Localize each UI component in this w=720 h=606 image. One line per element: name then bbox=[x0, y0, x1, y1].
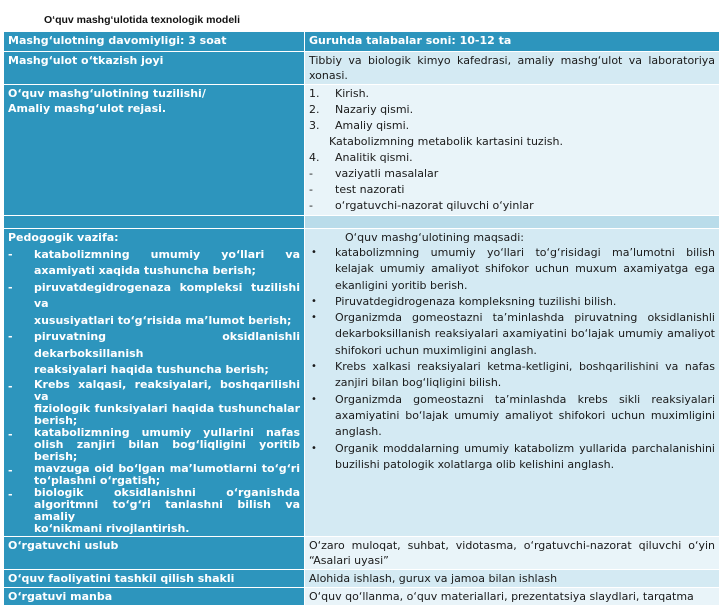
plan-item-marker: 2. bbox=[309, 103, 320, 116]
task-text bbox=[34, 487, 300, 535]
task-item bbox=[8, 427, 300, 463]
task-item bbox=[8, 463, 300, 487]
plan-item-text: vaziyatli masalalar bbox=[335, 167, 439, 180]
goal-text: Krebs xalkasi reaksiyalari ketma-ketligini, boshqarilishini va nafas zanjiri bilan bog‘liqligini bilish. bbox=[335, 360, 715, 390]
plan-item-marker: - bbox=[309, 183, 313, 196]
task-text bbox=[34, 247, 300, 280]
task-marker: - bbox=[8, 427, 13, 441]
goal-text: Organizmda gomeostazni ta’minlashda krebs sikli reaksiyalari axamiyatini bo‘lajak umumiy amaliyot shifokori uchun muximligini anglash. bbox=[335, 392, 715, 439]
tasks-heading: Pedogogik vazifa: bbox=[8, 231, 119, 244]
document-title: O‘quv mashg‘ulotida texnologik modeli bbox=[44, 14, 241, 26]
tools-row bbox=[4, 587, 720, 605]
plan-item-marker: - bbox=[309, 167, 313, 180]
plan-item-text: test nazorati bbox=[335, 183, 405, 196]
task-marker: - bbox=[8, 330, 13, 343]
task-line: algoritmni to‘g‘ri tanlashni bilish va amaliy bbox=[34, 497, 300, 523]
structure-label bbox=[4, 85, 305, 216]
plan-item-marker: 4. bbox=[309, 151, 320, 164]
task-marker: - bbox=[8, 487, 13, 501]
bullet-icon: • bbox=[311, 393, 317, 405]
form-label: O‘quv faoliyatini tashkil qilish shakli bbox=[4, 569, 305, 587]
method-label: O‘rgatuvchi uslub bbox=[4, 536, 305, 569]
goals-heading: O‘quv mashg‘ulotining maqsadi: bbox=[345, 231, 525, 244]
task-line: ko‘nikmani rivojlantirish. bbox=[34, 521, 190, 535]
task-item bbox=[8, 247, 300, 280]
separator-right bbox=[305, 216, 720, 229]
duration-cell: Mashg‘ulotning davomiyligi: 3 soat bbox=[4, 32, 305, 52]
task-line: axamiyati xaqida tushuncha berish; bbox=[34, 264, 256, 277]
venue-label: Mashg‘ulot o‘tkazish joyi bbox=[4, 52, 305, 85]
group-size-cell: Guruhda talabalar soni: 10-12 ta bbox=[305, 32, 720, 52]
goal-item bbox=[309, 294, 715, 310]
task-line: katabolizmning umumiy yullarini nafas bbox=[34, 425, 300, 439]
task-text bbox=[34, 427, 300, 463]
tools-label: O‘rgatuvi manba bbox=[4, 587, 305, 605]
header-row bbox=[4, 32, 720, 52]
method-value: O‘zaro muloqat, suhbat, vidotasma, o‘rgatuvchi-nazorat qiluvchi o‘yin “Asalari uyasi” bbox=[305, 536, 720, 569]
separator-left bbox=[4, 216, 305, 229]
goal-item bbox=[309, 359, 715, 392]
plan-item bbox=[309, 150, 715, 166]
form-value: Alohida ishlash, gurux va jamoa bilan ishlash bbox=[305, 569, 720, 587]
task-line: piruvatning oksidlanishli dekarboksillanish bbox=[34, 330, 300, 360]
plan-item bbox=[309, 118, 715, 134]
bullet-icon: • bbox=[311, 295, 317, 307]
goal-item bbox=[309, 441, 715, 474]
goal-item bbox=[309, 392, 715, 441]
plan-item-text: Analitik qismi. bbox=[335, 151, 413, 164]
task-line: biologik oksidlanishni o‘rganishda bbox=[34, 485, 300, 499]
bullet-icon: • bbox=[311, 247, 317, 258]
plan-item bbox=[309, 102, 715, 118]
task-marker: - bbox=[8, 379, 13, 393]
goal-item bbox=[309, 245, 715, 294]
task-line: berish; bbox=[34, 413, 78, 427]
task-line: xususiyatlari to‘g‘risida ma’lumot berish; bbox=[34, 313, 292, 327]
structure-row bbox=[4, 85, 720, 216]
plan-item bbox=[309, 166, 715, 182]
goal-text: Organik moddalarning umumiy katabolizm yullarida parchalanishini buzilishi patologik xolatlarga olib kelishini anglash. bbox=[335, 441, 715, 471]
structure-plan bbox=[305, 85, 720, 216]
bullet-icon: • bbox=[311, 361, 317, 373]
pedagogical-tasks bbox=[4, 229, 305, 537]
venue-value: Tibbiy va biologik kimyo kafedrasi, amaliy mashg‘ulot va laboratoriya xonasi. bbox=[305, 52, 720, 85]
structure-label-line-1: O‘quv mashg‘ulotining tuzilishi/ bbox=[8, 87, 206, 100]
separator-row bbox=[4, 216, 720, 229]
method-row bbox=[4, 536, 720, 569]
task-text bbox=[34, 329, 300, 379]
goal-text: Organizmda gomeostazni ta’minlashda piruvatning oksidlanishli dekarboksillanish reaksiyalari axamiyatini bo‘lajak umumiy amaliyot shifokori uchun muximligini anglash. bbox=[335, 311, 715, 357]
task-item bbox=[8, 379, 300, 427]
venue-row bbox=[4, 52, 720, 85]
bullet-icon: • bbox=[311, 312, 317, 324]
tools-value: O‘quv qo‘llanma, o‘quv materiallari, prezentatsiya slaydlari, tarqatma bbox=[305, 587, 720, 605]
plan-item bbox=[309, 198, 715, 214]
task-text bbox=[34, 379, 300, 427]
plan-item-text: Amaliy qismi. bbox=[335, 119, 410, 132]
plan-item-marker: 3. bbox=[309, 119, 320, 132]
task-text bbox=[34, 463, 300, 487]
lesson-goals bbox=[305, 229, 720, 537]
task-marker: - bbox=[8, 463, 13, 477]
goal-text: Piruvatdegidrogenaza kompleksning tuzilishi bilish. bbox=[335, 294, 617, 308]
task-item bbox=[8, 329, 300, 379]
bullet-icon: • bbox=[311, 442, 317, 454]
plan-item bbox=[309, 182, 715, 198]
task-goal-row bbox=[4, 229, 720, 537]
task-line: fiziologik funksiyalari haqida tushunchalar bbox=[34, 401, 300, 415]
plan-item-marker: - bbox=[309, 199, 313, 212]
task-item bbox=[8, 280, 300, 330]
plan-subitem-text: Katabolizmning metabolik kartasini tuzish. bbox=[329, 135, 563, 148]
task-line: to‘plashni o‘rgatish; bbox=[34, 473, 161, 487]
task-text bbox=[34, 280, 300, 330]
form-row bbox=[4, 569, 720, 587]
structure-label-line-2: Amaliy mashg‘ulot rejasi. bbox=[8, 102, 167, 115]
task-line: Krebs xalqasi, reaksiyalari, boshqarilishi va bbox=[34, 377, 300, 403]
task-line: olish zanjiri bilan bog‘liqligini yoritib berish; bbox=[34, 437, 300, 463]
plan-item-text: Kirish. bbox=[335, 87, 370, 100]
task-line: reaksiyalari haqida tushuncha berish; bbox=[34, 363, 269, 376]
plan-item-text: o‘rgatuvchi-nazorat qiluvchi o‘yinlar bbox=[335, 199, 534, 212]
task-marker: - bbox=[8, 280, 13, 294]
plan-item-text: Nazariy qismi. bbox=[335, 103, 414, 116]
goal-text: katabolizmning umumiy yo‘llari to‘g‘risidagi ma’lumotni bilish kelajak umumiy amaliyot shifokor uchun muxum axamiyatga ega ekanligini yoritib berish. bbox=[335, 246, 715, 292]
task-marker: - bbox=[8, 247, 13, 261]
plan-item-marker: 1. bbox=[309, 87, 320, 100]
plan-subitem bbox=[309, 134, 715, 150]
task-line: katabolizmning umumiy yo‘llari va bbox=[34, 247, 300, 261]
plan-item bbox=[309, 86, 715, 102]
task-line: piruvatdegidrogenaza kompleksi tuzilishi va bbox=[34, 280, 300, 310]
task-item bbox=[8, 487, 300, 535]
goal-item bbox=[309, 310, 715, 359]
technology-model-table bbox=[3, 31, 720, 606]
task-line: mavzuga oid bo‘lgan ma’lumotlarni to‘g‘ri bbox=[34, 461, 300, 475]
